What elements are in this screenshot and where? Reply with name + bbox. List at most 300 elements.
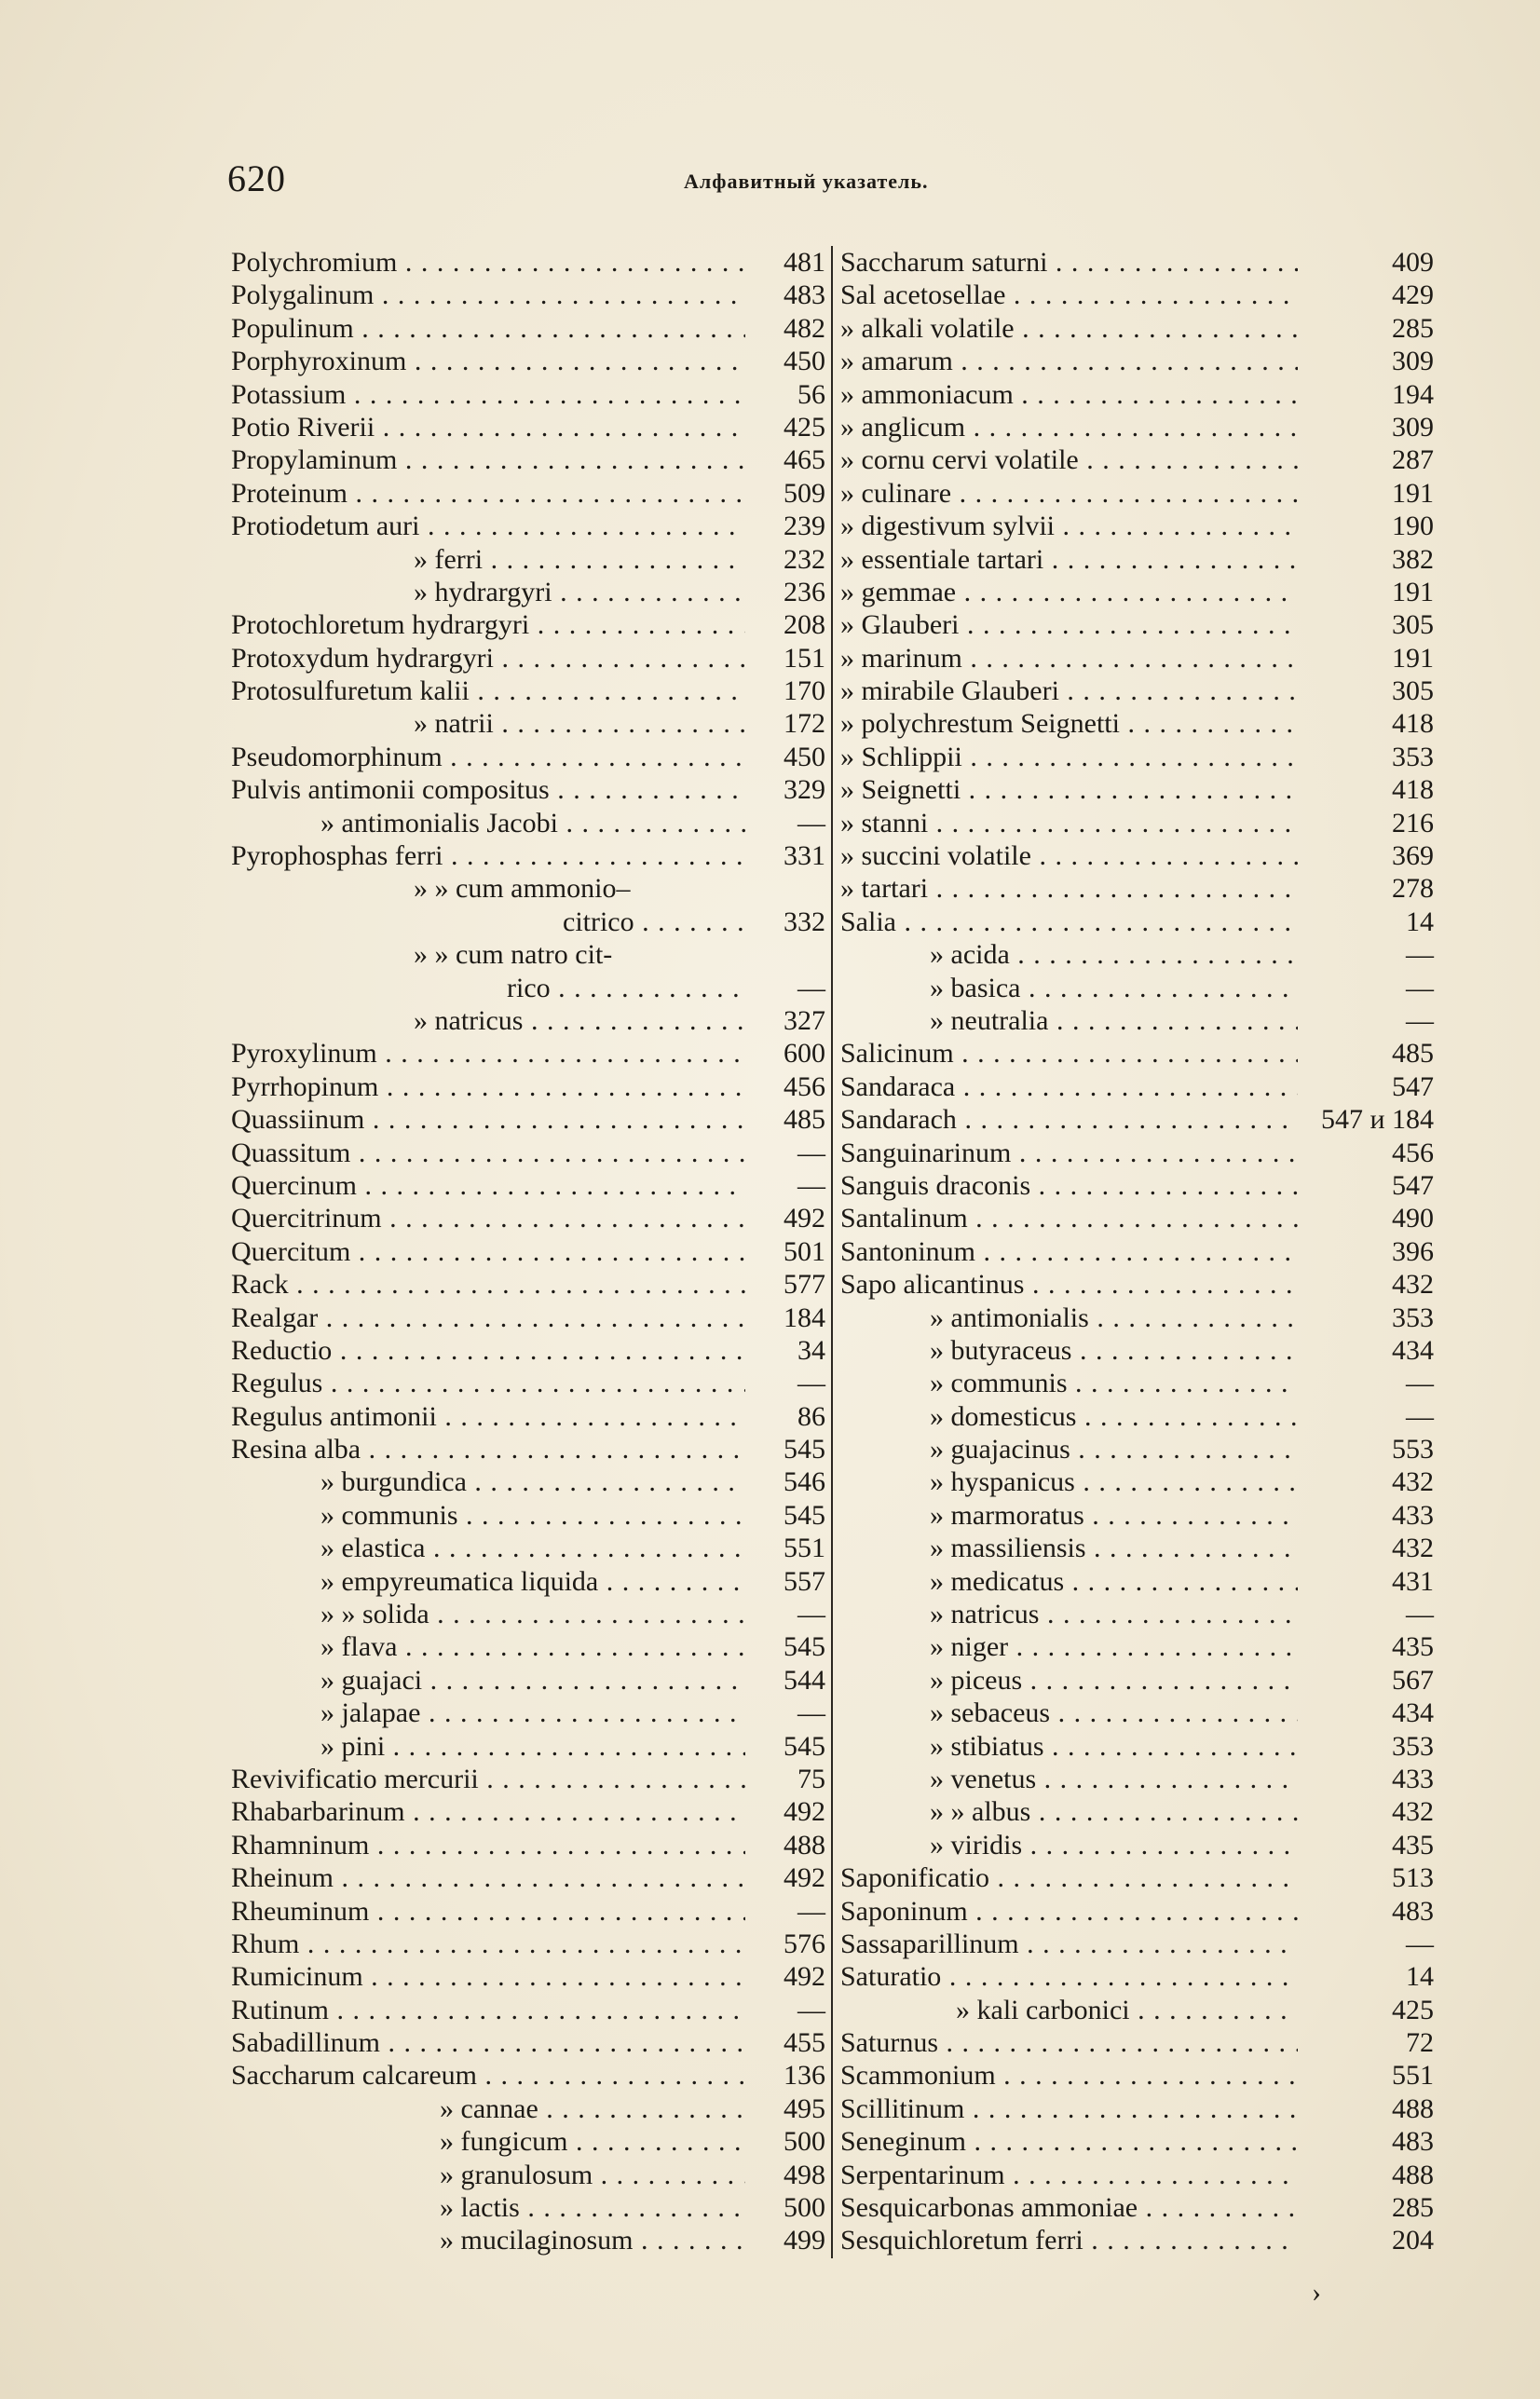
index-entry-page: 501 [784, 1235, 825, 1267]
index-entry-term: Santoninum . . . [840, 1235, 1298, 1268]
index-entry-term: Pyrophosphas ferri . . . [231, 839, 745, 872]
index-entry-page: 483 [1392, 2126, 1434, 2158]
index-entry-term: » lactis . . . [440, 2191, 745, 2224]
index-entry-page: 56 [797, 378, 825, 410]
page-header [227, 157, 1438, 212]
index-entry-page: 492 [784, 1796, 825, 1828]
index-entry-term: Pulvis antimonii compositus . . . [231, 773, 745, 806]
index-entry-term: Saturatio . . . [840, 1960, 1298, 1993]
index-entry [227, 1763, 831, 1795]
index-entry-page: 236 [784, 576, 825, 607]
index-entry-term: » culinare . . . [840, 477, 1298, 510]
page-number: 620 [227, 157, 286, 199]
index-entry-term: Sesquicarbonas ammoniae . . . [840, 2191, 1298, 2224]
index-entry [837, 1697, 1439, 1729]
index-entry-term: » antimonialis Jacobi . . . [320, 807, 745, 839]
index-entry-term: Sapo alicantinus . . . [840, 1268, 1298, 1301]
index-entry-page: 465 [784, 444, 825, 476]
index-entry-page: 483 [1392, 1895, 1434, 1927]
index-entry-term: Rumicinum . . . [231, 1960, 745, 1993]
index-entry [227, 1895, 831, 1928]
index-entry-term: Saccharum calcareum . . . [231, 2059, 745, 2092]
index-entry [837, 642, 1439, 675]
index-entry-term: » antimonialis . . . [930, 1302, 1298, 1334]
index-entry-term: » cannae . . . [440, 2092, 745, 2125]
index-entry-term: » domesticus . . . [930, 1400, 1298, 1433]
index-entry-term: Sanguinarinum . . . [840, 1137, 1298, 1169]
index-entry-term: citrico . . . [563, 906, 745, 938]
index-entry-term: Sandarach . . . [840, 1103, 1298, 1136]
index-entry-term: » massiliensis . . . [930, 1532, 1298, 1564]
index-entry-term: » » cum natro cit- [414, 939, 613, 971]
index-entry-term: Rhum . . . [231, 1928, 745, 1960]
index-entry-page: 435 [1392, 1829, 1434, 1861]
index-entry-term: Sabadillinum . . . [231, 2026, 745, 2059]
index-entry-term: » guajacinus . . . [930, 1433, 1298, 1465]
index-entry-term: Reductio . . . [231, 1334, 745, 1367]
index-entry [837, 1598, 1439, 1630]
index-entry [227, 378, 831, 411]
index-entry [837, 443, 1439, 476]
index-entry-page: 483 [784, 279, 825, 311]
index-entry-term: » fungicum . . . [440, 2125, 745, 2158]
index-entry-page: 232 [784, 543, 825, 575]
index-entry [837, 1235, 1439, 1268]
index-entry-page: — [1406, 972, 1434, 1003]
index-entry-page: 204 [1392, 2225, 1434, 2256]
index-entry-term: » alkali volatile . . . [840, 312, 1298, 345]
index-entry-term: » venetus . . . [930, 1763, 1298, 1795]
index-entry [837, 1367, 1439, 1399]
index-entry-page: 353 [1392, 741, 1434, 772]
index-entry-page: 418 [1392, 708, 1434, 740]
index-entry-term: » communis . . . [320, 1499, 745, 1532]
index-entry [837, 1895, 1439, 1928]
index-entry-page: 551 [784, 1533, 825, 1564]
index-entry-term: Potio Riverii . . . [231, 411, 745, 443]
index-entry-term: » basica . . . [930, 972, 1298, 1004]
index-entry [227, 839, 831, 872]
index-entry [837, 872, 1439, 905]
index-entry-page: 429 [1392, 279, 1434, 311]
index-entry-page: 551 [1392, 2060, 1434, 2092]
index-entry-term: » anglicum . . . [840, 411, 1298, 443]
index-entry [227, 2059, 831, 2092]
index-entry-page: — [1406, 939, 1434, 971]
index-entry-term: Quassitum . . . [231, 1137, 745, 1169]
index-entry-term: » » albus . . . [930, 1795, 1298, 1828]
index-entry-page: 434 [1392, 1334, 1434, 1366]
index-entry-page: 239 [784, 511, 825, 542]
index-entry-page: 194 [1392, 378, 1434, 410]
index-entry [227, 576, 831, 608]
index-entry-term: » hydrargyri . . . [414, 576, 745, 608]
index-entry [837, 312, 1439, 345]
index-entry-page: 456 [784, 1070, 825, 1102]
index-entry [227, 1268, 831, 1301]
index-entry [837, 1433, 1439, 1465]
index-entry-page: — [1406, 1928, 1434, 1959]
index-entry-term: Realgar . . . [231, 1302, 745, 1334]
index-entry-term: Saturnus . . . [840, 2026, 1298, 2059]
index-entry-term: Porphyroxinum . . . [231, 345, 745, 377]
index-entry-term: » marmoratus . . . [930, 1499, 1298, 1532]
index-entry-page: 431 [1392, 1565, 1434, 1597]
index-entry [837, 1763, 1439, 1795]
index-entry-page: 190 [1392, 511, 1434, 542]
index-entry-term: Quercitrinum . . . [231, 1202, 745, 1234]
index-entry [227, 872, 831, 905]
index-entry [837, 972, 1439, 1004]
index-entry-page: 285 [1392, 2192, 1434, 2224]
index-entry-page: 495 [784, 2092, 825, 2124]
index-entry-term: » natrii . . . [414, 707, 745, 740]
index-entry-term: Sandaraca . . . [840, 1070, 1298, 1103]
index-entry-term: » acida . . . [930, 938, 1298, 971]
right-index-column [837, 246, 1439, 2257]
index-entry-page: 435 [1392, 1631, 1434, 1663]
index-entry [837, 1565, 1439, 1598]
index-entry [837, 1400, 1439, 1433]
index-entry-term: » natricus . . . [414, 1004, 745, 1037]
index-entry [227, 1960, 831, 1993]
index-entry-term: » Glauberi . . . [840, 608, 1298, 641]
index-entry-term: » Schlippii . . . [840, 741, 1298, 773]
index-entry-page: 545 [784, 1631, 825, 1663]
index-entry [227, 972, 831, 1004]
index-entry-term: Quassiinum . . . [231, 1103, 745, 1136]
index-entry-page: 216 [1392, 807, 1434, 838]
index-entry-page: 600 [784, 1038, 825, 1070]
index-entry-page: 490 [1392, 1203, 1434, 1234]
index-entry-term: Protiodetum auri . . . [231, 510, 745, 542]
index-entry-page: 278 [1392, 873, 1434, 905]
index-entry-page: 382 [1392, 543, 1434, 575]
index-entry-term: Salicinum . . . [840, 1037, 1298, 1070]
index-entry-term: Sesquichloretum ferri . . . [840, 2224, 1298, 2256]
index-entry-page: 432 [1392, 1796, 1434, 1828]
index-entry-page: 488 [1392, 2159, 1434, 2190]
index-entry-term: » viridis . . . [930, 1829, 1298, 1861]
index-entry-page: — [797, 1697, 825, 1729]
index-entry-term: Rheuminum . . . [231, 1895, 745, 1928]
index-entry [227, 2191, 831, 2224]
index-entry [837, 1499, 1439, 1532]
index-entry-page: 488 [1392, 2092, 1434, 2124]
index-entry-term: » elastica . . . [320, 1532, 745, 1564]
left-index-column [227, 246, 831, 2257]
index-entry-term: Saponinum . . . [840, 1895, 1298, 1928]
index-entry [837, 246, 1439, 279]
index-entry [837, 773, 1439, 806]
index-entry-term: » butyraceus . . . [930, 1334, 1298, 1367]
index-entry-page: 305 [1392, 609, 1434, 641]
index-entry-term: » kali carbonici . . . [956, 1994, 1298, 2026]
index-entry-page: 14 [1406, 906, 1434, 937]
index-entry [227, 510, 831, 542]
index-entry-page: 498 [784, 2159, 825, 2190]
index-entry-term: » jalapae . . . [320, 1697, 745, 1729]
index-entry [227, 1334, 831, 1367]
running-title: Алфавитный указатель. [684, 170, 929, 193]
index-entry [227, 443, 831, 476]
index-entry-term: » communis . . . [930, 1367, 1298, 1399]
index-entry [837, 1630, 1439, 1663]
index-entry [837, 1202, 1439, 1234]
column-divider [831, 246, 833, 2258]
index-entry-page: 72 [1406, 2027, 1434, 2059]
index-entry [227, 1004, 831, 1037]
index-entry-term: » flava . . . [320, 1630, 745, 1663]
index-entry [227, 773, 831, 806]
index-entry-page: 425 [1392, 1994, 1434, 2025]
index-entry-term: » empyreumatica liquida . . . [320, 1565, 745, 1598]
index-entry-page: 432 [1392, 1533, 1434, 1564]
index-entry-page: 409 [1392, 247, 1434, 278]
index-entry-term: Rheinum . . . [231, 1861, 745, 1894]
index-entry-page: — [797, 1895, 825, 1927]
index-entry-page: 455 [784, 2027, 825, 2059]
index-entry-term: » » solida . . . [320, 1598, 745, 1630]
index-entry [227, 1664, 831, 1697]
index-entry-page: 332 [784, 906, 825, 937]
index-entry [227, 312, 831, 345]
index-entry-page: 285 [1392, 312, 1434, 344]
index-entry-term: Polygalinum . . . [231, 279, 745, 311]
index-entry [227, 2159, 831, 2191]
index-entry [227, 1302, 831, 1334]
index-entry-term: Propylaminum . . . [231, 443, 745, 476]
index-entry [837, 1829, 1439, 1861]
index-entry [227, 543, 831, 576]
index-entry-page: 450 [784, 346, 825, 377]
index-entry-page: 434 [1392, 1697, 1434, 1729]
index-entry-term: » ferri . . . [414, 543, 745, 576]
index-entry-page: 450 [784, 741, 825, 772]
index-entry [837, 906, 1439, 938]
index-entry [837, 279, 1439, 311]
index-entry-page: — [797, 1137, 825, 1168]
index-entry-page: 500 [784, 2126, 825, 2158]
index-entry-page: 485 [1392, 1038, 1434, 1070]
index-entry [837, 2191, 1439, 2224]
index-entry [227, 2125, 831, 2158]
index-entry [837, 938, 1439, 971]
index-entry-term: Resina alba . . . [231, 1433, 745, 1465]
index-entry [837, 477, 1439, 510]
index-entry [227, 1795, 831, 1828]
index-entry-page: 433 [1392, 1499, 1434, 1531]
index-entry-term: » marinum . . . [840, 642, 1298, 675]
index-entry-page: 547 и 184 [1320, 1104, 1434, 1136]
index-entry-page: 492 [784, 1203, 825, 1234]
index-entry-page: 327 [784, 1004, 825, 1036]
index-entry-page: 545 [784, 1499, 825, 1531]
index-entry-page: 191 [1392, 576, 1434, 607]
index-entry-term: Rutinum . . . [231, 1994, 745, 2026]
index-entry [837, 510, 1439, 542]
index-entry-page: — [1406, 1400, 1434, 1432]
index-entry-page: 305 [1392, 675, 1434, 707]
index-entry [227, 345, 831, 377]
index-entry-page: — [797, 1169, 825, 1201]
index-entry-term: Pyroxylinum . . . [231, 1037, 745, 1070]
index-entry [227, 1202, 831, 1234]
index-entry [227, 1169, 831, 1202]
index-entry [837, 1103, 1439, 1136]
index-entry-term: Populinum . . . [231, 312, 745, 345]
index-entry-term: Pseudomorphinum . . . [231, 741, 745, 773]
index-entry [227, 1630, 831, 1663]
index-entry [227, 1598, 831, 1630]
index-entry-term: » hyspanicus . . . [930, 1465, 1298, 1498]
index-entry-term: Quercitum . . . [231, 1235, 745, 1268]
index-entry-term: Sassaparillinum . . . [840, 1928, 1298, 1960]
index-entry-term: Scillitinum . . . [840, 2092, 1298, 2125]
index-entry-page: 191 [1392, 642, 1434, 674]
index-entry-page: 488 [784, 1829, 825, 1861]
index-entry [227, 1565, 831, 1598]
index-entry [837, 2159, 1439, 2191]
index-entry [837, 1070, 1439, 1103]
index-entry-page: — [797, 1368, 825, 1399]
index-entry [837, 707, 1439, 740]
index-columns [227, 246, 1438, 2258]
index-entry [227, 1465, 831, 1498]
index-entry-term: Protoxydum hydrargyri . . . [231, 642, 745, 675]
index-entry-page: 170 [784, 675, 825, 707]
index-entry-term: Sal acetosellae . . . [840, 279, 1298, 311]
index-entry [837, 1861, 1439, 1894]
index-entry-page: 151 [784, 642, 825, 674]
index-entry-term: » essentiale tartari . . . [840, 543, 1298, 576]
index-entry [227, 1730, 831, 1763]
index-entry-page: 34 [797, 1334, 825, 1366]
index-entry-term: » medicatus . . . [930, 1565, 1298, 1598]
index-entry [227, 1433, 831, 1465]
index-entry [227, 1532, 831, 1564]
index-entry-page: 544 [784, 1664, 825, 1696]
index-entry-term: » pini . . . [320, 1730, 745, 1763]
index-entry-term: Saponificatio . . . [840, 1861, 1298, 1894]
index-entry-term: » gemmae . . . [840, 576, 1298, 608]
index-entry [227, 2026, 831, 2059]
index-entry [837, 1137, 1439, 1169]
index-entry-page: 432 [1392, 1269, 1434, 1301]
index-entry [837, 675, 1439, 707]
index-entry [837, 2125, 1439, 2158]
index-entry-page: 184 [784, 1302, 825, 1333]
index-entry [837, 741, 1439, 773]
index-entry [227, 675, 831, 707]
index-entry-term: Saccharum saturni . . . [840, 246, 1298, 279]
index-entry-page: 545 [784, 1730, 825, 1762]
index-entry-term: » digestivum sylvii . . . [840, 510, 1298, 542]
index-entry-term: Potassium . . . [231, 378, 745, 411]
index-entry-page: 499 [784, 2225, 825, 2256]
index-entry [227, 707, 831, 740]
index-entry-term: Rhamninum . . . [231, 1829, 745, 1861]
index-entry-page: 208 [784, 609, 825, 641]
index-entry-page: 547 [1392, 1169, 1434, 1201]
index-entry-page: 418 [1392, 774, 1434, 806]
index-entry [227, 642, 831, 675]
index-entry-term: » sebaceus . . . [930, 1697, 1298, 1729]
index-entry-term: » mucilaginosum . . . [440, 2224, 745, 2256]
index-entry [837, 807, 1439, 839]
index-entry [837, 2092, 1439, 2125]
index-entry-term: » Seignetti . . . [840, 773, 1298, 806]
index-entry-term: » tartari . . . [840, 872, 1298, 905]
index-entry-term: Sanguis draconis . . . [840, 1169, 1298, 1202]
index-entry [227, 741, 831, 773]
index-entry [837, 1169, 1439, 1202]
index-entry [837, 1664, 1439, 1697]
index-entry-page: 576 [784, 1928, 825, 1959]
index-entry-page: 172 [784, 708, 825, 740]
index-entry [837, 576, 1439, 608]
index-entry-term: » succini volatile . . . [840, 839, 1298, 872]
index-entry-term: Pyrrhopinum . . . [231, 1070, 745, 1103]
index-entry [837, 1532, 1439, 1564]
index-entry-page: 557 [784, 1565, 825, 1597]
index-entry-page: 545 [784, 1434, 825, 1465]
index-entry-term: Salia . . . [840, 906, 1298, 938]
index-entry-term: » » cum ammonio– [414, 873, 631, 905]
index-entry-term: Protochloretum hydrargyri . . . [231, 608, 745, 641]
index-entry [837, 1004, 1439, 1037]
index-entry-page: — [1406, 1368, 1434, 1399]
index-entry-term: Regulus antimonii . . . [231, 1400, 745, 1433]
index-entry-page: 546 [784, 1466, 825, 1498]
index-entry [837, 1730, 1439, 1763]
index-entry [837, 1465, 1439, 1498]
index-entry [227, 246, 831, 279]
index-entry [837, 1960, 1439, 1993]
index-entry-page: 191 [1392, 477, 1434, 509]
index-entry-term: » stibiatus . . . [930, 1730, 1298, 1763]
index-entry [837, 345, 1439, 377]
index-entry-term: » niger . . . [930, 1630, 1298, 1663]
index-entry [227, 807, 831, 839]
index-entry [227, 1235, 831, 1268]
index-entry [227, 1103, 831, 1136]
index-entry-page: 500 [784, 2192, 825, 2224]
index-entry-page: 331 [784, 840, 825, 872]
index-entry-term: » natricus . . . [930, 1598, 1298, 1630]
index-entry-term: » amarum . . . [840, 345, 1298, 377]
index-entry-page: 136 [784, 2060, 825, 2092]
index-entry-page: 553 [1392, 1434, 1434, 1465]
index-entry [227, 608, 831, 641]
index-entry-page: 396 [1392, 1235, 1434, 1267]
index-entry-term: Seneginum . . . [840, 2125, 1298, 2158]
index-entry-term: Quercinum . . . [231, 1169, 745, 1202]
index-entry [837, 608, 1439, 641]
index-entry-term: » mirabile Glauberi . . . [840, 675, 1298, 707]
index-entry [837, 2059, 1439, 2092]
index-entry-term: Proteinum . . . [231, 477, 745, 510]
index-entry-page: 369 [1392, 840, 1434, 872]
index-entry-page: 86 [797, 1400, 825, 1432]
index-entry [837, 1302, 1439, 1334]
index-entry [227, 1697, 831, 1729]
index-entry-term: Rhabarbarinum . . . [231, 1795, 745, 1828]
index-entry-page: 433 [1392, 1763, 1434, 1794]
index-entry [837, 411, 1439, 443]
index-entry-page: 509 [784, 477, 825, 509]
index-entry-page: 75 [797, 1763, 825, 1794]
